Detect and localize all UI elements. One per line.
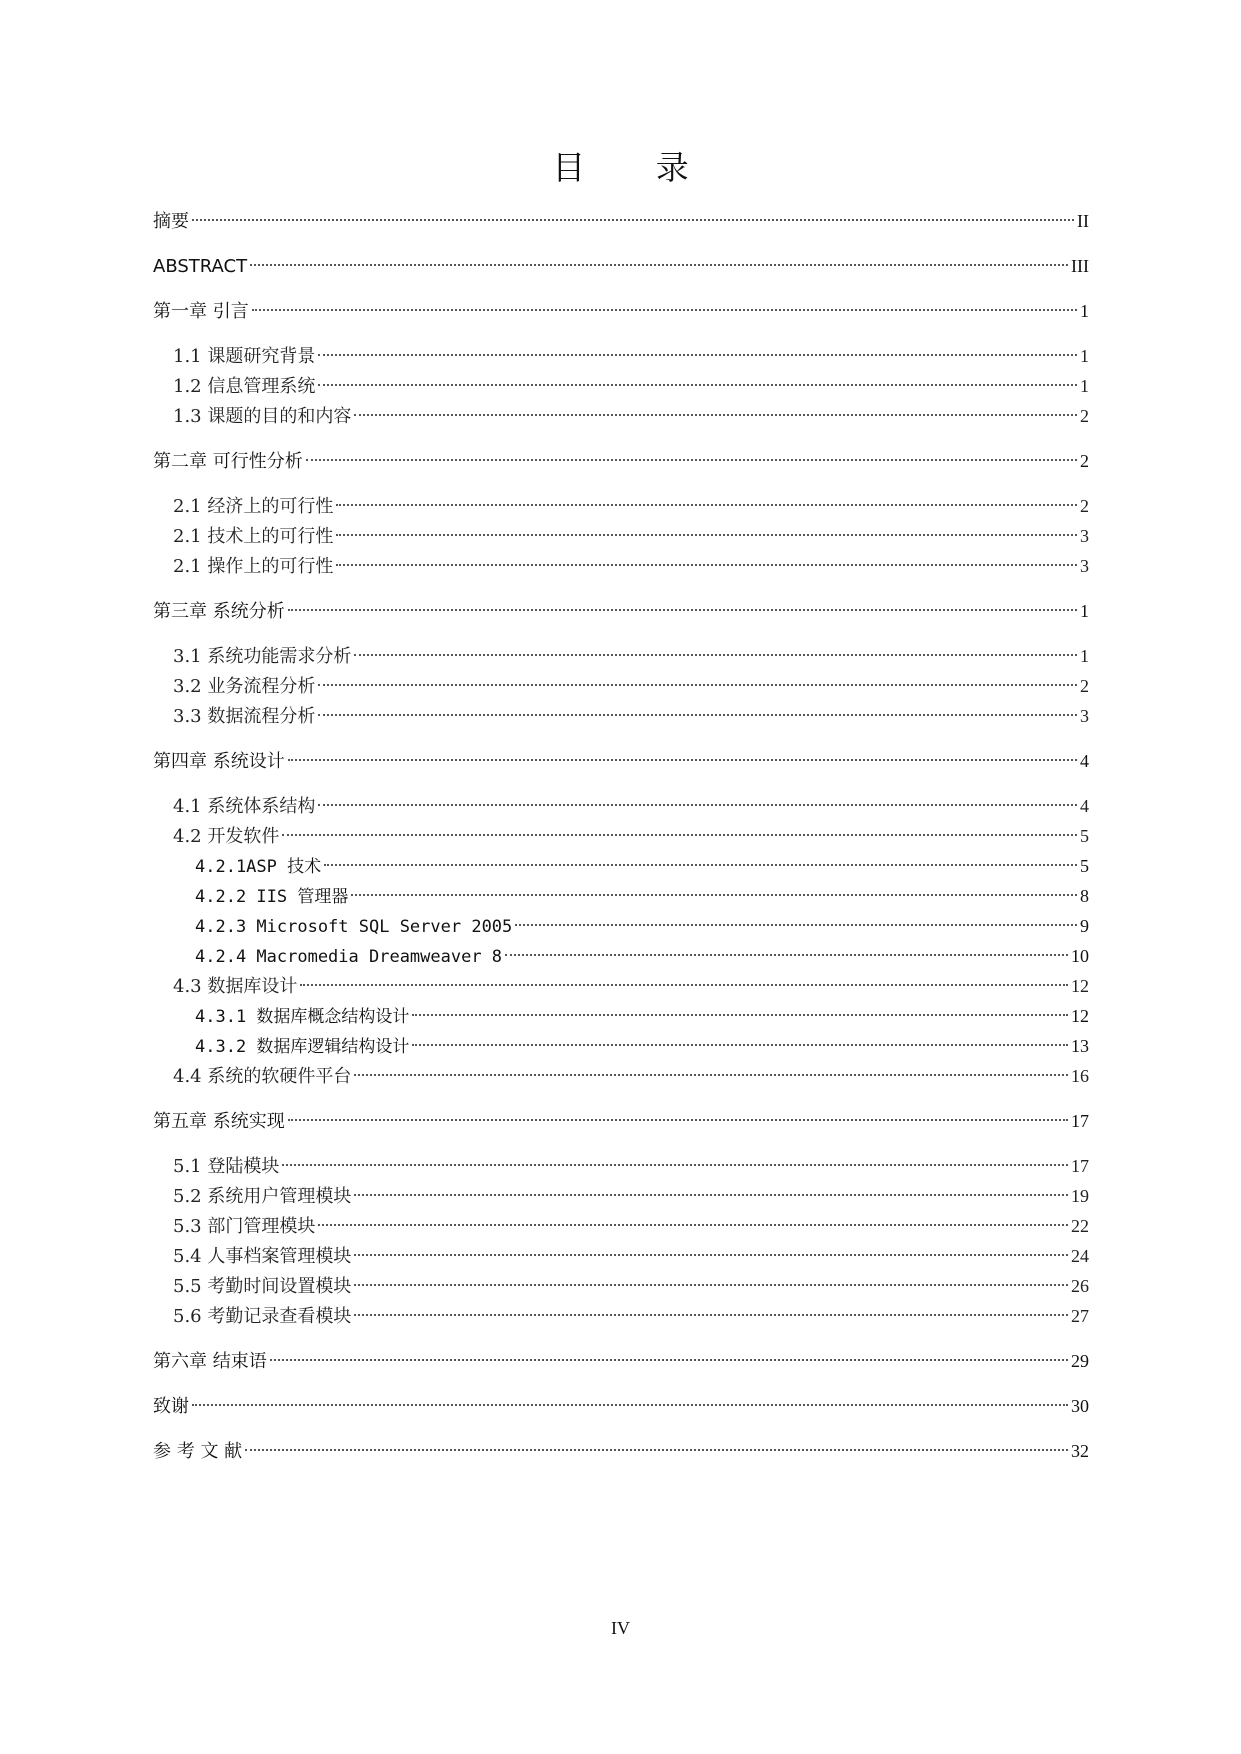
toc-dot-leader — [318, 684, 1077, 686]
toc-entry — [153, 1001, 1089, 1031]
toc-entry-page: 9 — [1080, 916, 1089, 936]
toc-entry — [153, 1031, 1089, 1061]
toc-entry-page: 4 — [1080, 751, 1089, 771]
toc-entry-page: 16 — [1071, 1066, 1089, 1086]
toc-entry-page: II — [1077, 211, 1089, 231]
toc-entry-label: 1.3 课题的目的和内容 — [173, 406, 352, 427]
toc-dot-leader — [351, 894, 1077, 896]
toc-entry — [153, 1106, 1089, 1136]
toc-entry-label: 2.1 操作上的可行性 — [173, 556, 334, 577]
toc-entry-label: 第一章 引言 — [153, 301, 249, 322]
toc-entry — [153, 446, 1089, 476]
toc-entry-page: 1 — [1080, 346, 1089, 366]
toc-entry-label: 4.2.2 IIS 管理器 — [195, 887, 349, 907]
toc-entry-page: 2 — [1080, 676, 1089, 696]
toc-entry-page: 12 — [1071, 1006, 1089, 1026]
toc-entry-page: 5 — [1080, 826, 1089, 846]
toc-dot-leader — [354, 1314, 1068, 1316]
toc-entry — [153, 1346, 1089, 1376]
toc-dot-leader — [245, 1449, 1068, 1451]
toc-dot-leader — [354, 414, 1077, 416]
toc-entry-label: 5.4 人事档案管理模块 — [173, 1246, 352, 1267]
toc-entry — [153, 251, 1089, 281]
toc-entry-label: 5.2 系统用户管理模块 — [173, 1186, 352, 1207]
toc-entry — [153, 1271, 1089, 1301]
toc-entry — [153, 206, 1089, 236]
toc-entry-page: 32 — [1071, 1441, 1089, 1461]
toc-dot-leader — [288, 1119, 1068, 1121]
toc-entry-label: 3.3 数据流程分析 — [173, 706, 316, 727]
toc-entry-page: 27 — [1071, 1306, 1089, 1326]
toc-entry — [153, 1211, 1089, 1241]
toc-entry-page: 2 — [1080, 406, 1089, 426]
toc-entry-label: 4.3 数据库设计 — [173, 976, 298, 997]
toc-entry — [153, 851, 1089, 881]
toc-dot-leader — [318, 384, 1077, 386]
toc-entry-page: 13 — [1071, 1036, 1089, 1056]
toc-entry — [153, 911, 1089, 941]
toc-entry-label: 第二章 可行性分析 — [153, 451, 303, 472]
toc-entry — [153, 1061, 1089, 1091]
toc-dot-leader — [505, 954, 1068, 956]
toc-entry-label: 第六章 结束语 — [153, 1351, 267, 1372]
toc-dot-leader — [282, 834, 1077, 836]
toc-entry-page: 10 — [1071, 946, 1089, 966]
toc-entry-page: 1 — [1080, 376, 1089, 396]
toc-dot-leader — [354, 1254, 1068, 1256]
toc-entry-page: 2 — [1080, 496, 1089, 516]
toc-entry-page: 29 — [1071, 1351, 1089, 1371]
toc-dot-leader — [412, 1044, 1068, 1046]
toc-entry-page: 8 — [1080, 886, 1089, 906]
toc-dot-leader — [354, 1074, 1068, 1076]
toc-entry-label: 4.1 系统体系结构 — [173, 796, 316, 817]
toc-entry-label: 5.5 考勤时间设置模块 — [173, 1276, 352, 1297]
toc-entry-label: 4.3.2 数据库逻辑结构设计 — [195, 1037, 410, 1057]
toc-entry-label: 2.1 经济上的可行性 — [173, 496, 334, 517]
toc-dot-leader — [252, 309, 1077, 311]
toc-entry — [153, 881, 1089, 911]
toc-entry — [153, 671, 1089, 701]
toc-dot-leader — [192, 219, 1074, 221]
toc-dot-leader — [306, 459, 1077, 461]
toc-dot-leader — [336, 504, 1077, 506]
toc-entry-label: 参 考 文 献 — [153, 1441, 243, 1462]
toc-entry-page: 17 — [1071, 1156, 1089, 1176]
toc-entry — [153, 821, 1089, 851]
toc-entry-label: 第五章 系统实现 — [153, 1111, 285, 1132]
toc-entry-label: 4.2.3 Microsoft SQL Server 2005 — [195, 917, 513, 937]
toc-entry-label: 4.3.1 数据库概念结构设计 — [195, 1007, 410, 1027]
toc-entry-page: 12 — [1071, 976, 1089, 996]
toc-entry-page: 19 — [1071, 1186, 1089, 1206]
toc-entry-page: 1 — [1080, 601, 1089, 621]
toc-entry-page: 24 — [1071, 1246, 1089, 1266]
toc-entry — [153, 296, 1089, 326]
toc-dot-leader — [270, 1359, 1068, 1361]
toc-entry-label: 1.1 课题研究背景 — [173, 346, 316, 367]
page-title: 目 录 — [552, 148, 719, 187]
toc-entry-label: 2.1 技术上的可行性 — [173, 526, 334, 547]
toc-entry — [153, 1301, 1089, 1331]
toc-entry-page: 1 — [1080, 301, 1089, 321]
toc-entry-label: 致谢 — [153, 1396, 189, 1417]
toc-dot-leader — [354, 654, 1077, 656]
toc-entry-page: 4 — [1080, 796, 1089, 816]
toc-entry — [153, 551, 1089, 581]
toc-entry — [153, 1181, 1089, 1211]
toc-entry-page: 1 — [1080, 646, 1089, 666]
toc-entry — [153, 746, 1089, 776]
toc-entry-label: 4.2.1ASP 技术 — [195, 857, 322, 877]
toc-dot-leader — [515, 924, 1077, 926]
toc-dot-leader — [288, 609, 1077, 611]
toc-entry — [153, 521, 1089, 551]
toc-entry — [153, 1151, 1089, 1181]
toc-entry-page: 3 — [1080, 556, 1089, 576]
toc-dot-leader — [288, 759, 1077, 761]
toc-dot-leader — [354, 1194, 1068, 1196]
toc-entry-label: 4.2.4 Macromedia Dreamweaver 8 — [195, 947, 503, 967]
toc-entry — [153, 971, 1089, 1001]
toc-entry-label: 4.2 开发软件 — [173, 826, 280, 847]
toc-dot-leader — [336, 564, 1077, 566]
toc-entry-page: 22 — [1071, 1216, 1089, 1236]
toc-entry-label: 1.2 信息管理系统 — [173, 376, 316, 397]
table-of-contents — [153, 206, 1089, 1466]
toc-dot-leader — [282, 1164, 1068, 1166]
toc-entry-label: 5.6 考勤记录查看模块 — [173, 1306, 352, 1327]
toc-entry — [153, 1241, 1089, 1271]
toc-entry-page: 5 — [1080, 856, 1089, 876]
toc-dot-leader — [336, 534, 1077, 536]
toc-dot-leader — [324, 864, 1077, 866]
toc-dot-leader — [354, 1284, 1068, 1286]
toc-entry-page: 2 — [1080, 451, 1089, 471]
toc-entry — [153, 596, 1089, 626]
toc-entry-label: 4.4 系统的软硬件平台 — [173, 1066, 352, 1087]
toc-dot-leader — [300, 984, 1068, 986]
toc-entry-page: III — [1071, 256, 1089, 276]
toc-entry-label: ABSTRACT — [153, 256, 248, 277]
toc-dot-leader — [318, 714, 1077, 716]
toc-entry-label: 第四章 系统设计 — [153, 751, 285, 772]
toc-entry — [153, 1436, 1089, 1466]
toc-entry-label: 5.1 登陆模块 — [173, 1156, 280, 1177]
toc-entry — [153, 701, 1089, 731]
toc-entry — [153, 941, 1089, 971]
toc-entry-label: 第三章 系统分析 — [153, 601, 285, 622]
toc-entry-page: 26 — [1071, 1276, 1089, 1296]
toc-entry — [153, 401, 1089, 431]
toc-entry — [153, 641, 1089, 671]
toc-entry — [153, 341, 1089, 371]
toc-dot-leader — [318, 804, 1077, 806]
toc-dot-leader — [318, 1224, 1068, 1226]
toc-entry-page: 17 — [1071, 1111, 1089, 1131]
toc-entry — [153, 791, 1089, 821]
toc-dot-leader — [250, 264, 1068, 266]
toc-dot-leader — [318, 354, 1077, 356]
toc-entry-label: 5.3 部门管理模块 — [173, 1216, 316, 1237]
toc-entry — [153, 1391, 1089, 1421]
toc-entry — [153, 491, 1089, 521]
toc-dot-leader — [192, 1404, 1068, 1406]
toc-entry-label: 3.2 业务流程分析 — [173, 676, 316, 697]
toc-entry-label: 摘要 — [153, 211, 189, 232]
toc-entry — [153, 371, 1089, 401]
toc-entry-page: 3 — [1080, 706, 1089, 726]
toc-dot-leader — [412, 1014, 1068, 1016]
page-number: IV — [611, 1618, 630, 1638]
toc-entry-label: 3.1 系统功能需求分析 — [173, 646, 352, 667]
toc-entry-page: 30 — [1071, 1396, 1089, 1416]
toc-entry-page: 3 — [1080, 526, 1089, 546]
